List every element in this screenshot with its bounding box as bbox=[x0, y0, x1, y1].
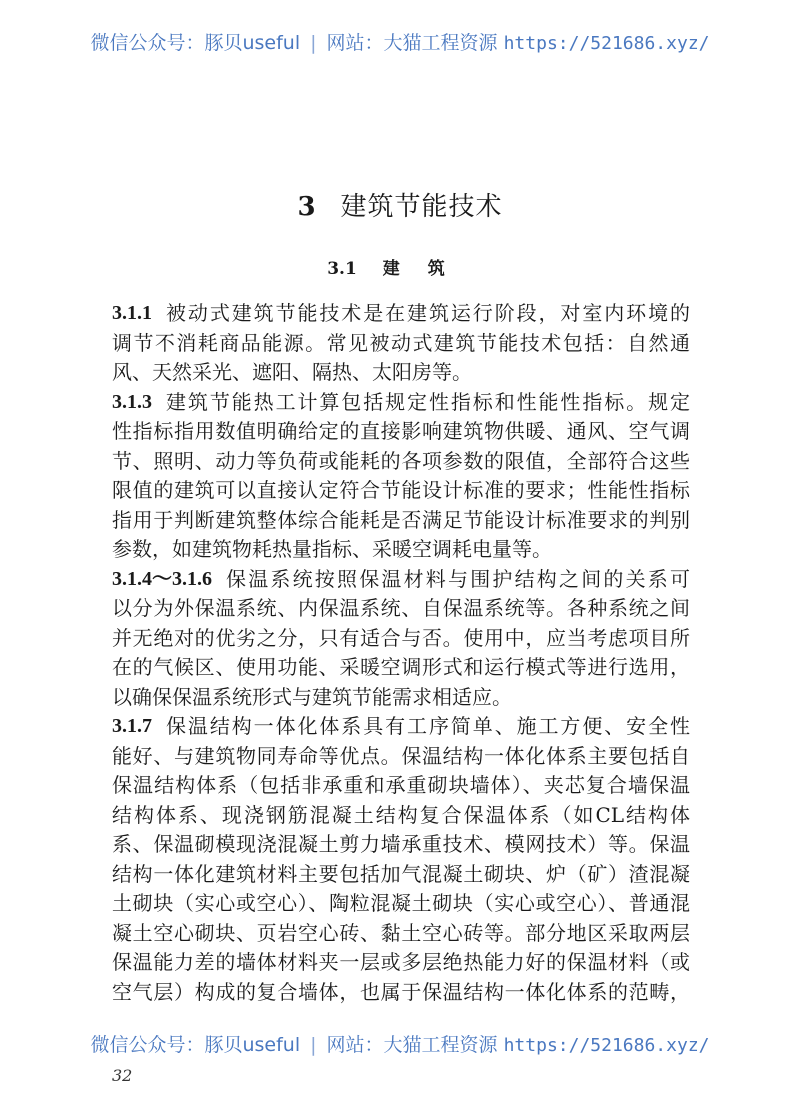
clause-text: 土砌块（实心或空心）、陶粒混凝土砌块（实心或空心）、普通混 bbox=[112, 891, 690, 915]
clause-line bbox=[112, 653, 690, 683]
clause-text: 保温结构一体化体系具有工序简单、施工方便、安全性 bbox=[166, 714, 690, 738]
clause-line bbox=[112, 506, 690, 536]
clause-text: 保温结构体系（包括非承重和承重砌块墙体）、夹芯复合墙保温 bbox=[112, 773, 690, 797]
watermark-bottom bbox=[0, 1030, 800, 1057]
clause-line bbox=[112, 594, 690, 624]
chapter-heading bbox=[0, 186, 800, 223]
clause-line bbox=[112, 771, 690, 801]
body-text bbox=[112, 299, 690, 1007]
clause-text: 以确保保温系统形式与建筑节能需求相适应。 bbox=[112, 684, 512, 709]
clause-text: 系、保温砌模现浇混凝土剪力墙承重技术、模网技术）等。保温 bbox=[112, 832, 690, 856]
section-number: 3.1 bbox=[327, 259, 357, 279]
clause-text: 结构一体化建筑材料主要包括加气混凝土砌块、炉（矿）渣混凝 bbox=[112, 861, 690, 886]
clause-number: 3.1.3 bbox=[112, 390, 152, 413]
clause-first-line bbox=[112, 565, 690, 595]
clause-text: 指用于判断建筑整体综合能耗是否满足节能设计标准要求的判别 bbox=[112, 507, 690, 532]
clause-text: 在的气候区、使用功能、采暖空调形式和运行模式等进行选用， bbox=[112, 655, 690, 679]
clause-text: 节、照明、动力等负荷或能耗的各项参数的限值，全部符合这些 bbox=[112, 448, 690, 473]
clause-first-line bbox=[112, 712, 690, 742]
watermark-site: 网站：大猫工程资源 bbox=[326, 32, 498, 54]
clause-line bbox=[112, 860, 690, 890]
clause-line bbox=[112, 978, 690, 1008]
clause-text: 参数，如建筑物耗热量指标、采暖空调耗电量等。 bbox=[112, 537, 552, 561]
clause-text: 凝土空心砌块、页岩空心砖、黏土空心砖等。部分地区采取两层 bbox=[112, 920, 690, 945]
watermark-separator: | bbox=[310, 32, 317, 54]
clause-line bbox=[112, 948, 690, 978]
clause-text: 空气层）构成的复合墙体，也属于保温结构一体化体系的范畴， bbox=[112, 979, 690, 1004]
page-number: 32 bbox=[112, 1066, 133, 1085]
clause-number: 3.1.7 bbox=[112, 715, 152, 737]
clause-text: 被动式建筑节能技术是在建筑运行阶段，对室内环境的 bbox=[166, 301, 690, 325]
clause-line bbox=[112, 801, 690, 831]
clause-text: 调节不消耗商品能源。常见被动式建筑节能技术包括：自然通 bbox=[112, 330, 690, 355]
clause-first-line bbox=[112, 388, 690, 418]
clause-number: 3.1.4～3.1.6 bbox=[112, 567, 212, 590]
clause-line bbox=[112, 476, 690, 506]
clause-line bbox=[112, 624, 690, 654]
clause-line bbox=[112, 919, 690, 949]
watermark-url: https://521686.xyz/ bbox=[503, 33, 710, 54]
clause-text: 建筑节能热工计算包括规定性指标和性能性指标。规定 bbox=[166, 389, 690, 414]
chapter-title: 建筑节能技术 bbox=[340, 192, 503, 222]
section-heading bbox=[0, 254, 800, 279]
clause-text: 保温能力差的墙体材料夹一层或多层绝热能力好的保温材料（或 bbox=[112, 950, 690, 974]
clause-line bbox=[112, 830, 690, 860]
clause-text: 风、天然采光、遮阳、隔热、太阳房等。 bbox=[112, 360, 472, 384]
clause-line bbox=[112, 329, 690, 359]
clause-text: 限值的建筑可以直接认定符合节能设计标准的要求；性能性指标 bbox=[112, 478, 690, 502]
watermark-wechat: 微信公众号：豚贝useful bbox=[90, 1034, 301, 1056]
clause-number: 3.1.1 bbox=[112, 302, 152, 324]
clause-text: 以分为外保温系统、内保温系统、自保温系统等。各种系统之间 bbox=[112, 596, 690, 620]
clause-first-line bbox=[112, 299, 690, 329]
watermark-wechat: 微信公众号：豚贝useful bbox=[90, 32, 301, 54]
clause-line bbox=[112, 417, 690, 447]
clause-line bbox=[112, 358, 690, 388]
clause-line bbox=[112, 742, 690, 772]
watermark-site: 网站：大猫工程资源 bbox=[326, 1034, 498, 1056]
watermark-top bbox=[0, 28, 800, 55]
clause-text: 性指标指用数值明确给定的直接影响建筑物供暖、通风、空气调 bbox=[112, 419, 690, 443]
clause-line bbox=[112, 535, 690, 565]
clause-text: 结构体系、现浇钢筋混凝土结构复合保温体系（如CL结构体 bbox=[112, 802, 690, 827]
clause-text: 能好、与建筑物同寿命等优点。保温结构一体化体系主要包括自 bbox=[112, 743, 690, 768]
clause-line bbox=[112, 889, 690, 919]
clause-text: 并无绝对的优劣之分，只有适合与否。使用中，应当考虑项目所 bbox=[112, 625, 690, 650]
watermark-separator: | bbox=[310, 1034, 317, 1056]
section-title: 建筑 bbox=[382, 259, 473, 279]
clause-text: 保温系统按照保温材料与围护结构之间的关系可 bbox=[226, 566, 690, 591]
clause-line bbox=[112, 683, 690, 713]
chapter-number: 3 bbox=[297, 192, 317, 222]
clause-line bbox=[112, 447, 690, 477]
watermark-url: https://521686.xyz/ bbox=[503, 1035, 710, 1056]
